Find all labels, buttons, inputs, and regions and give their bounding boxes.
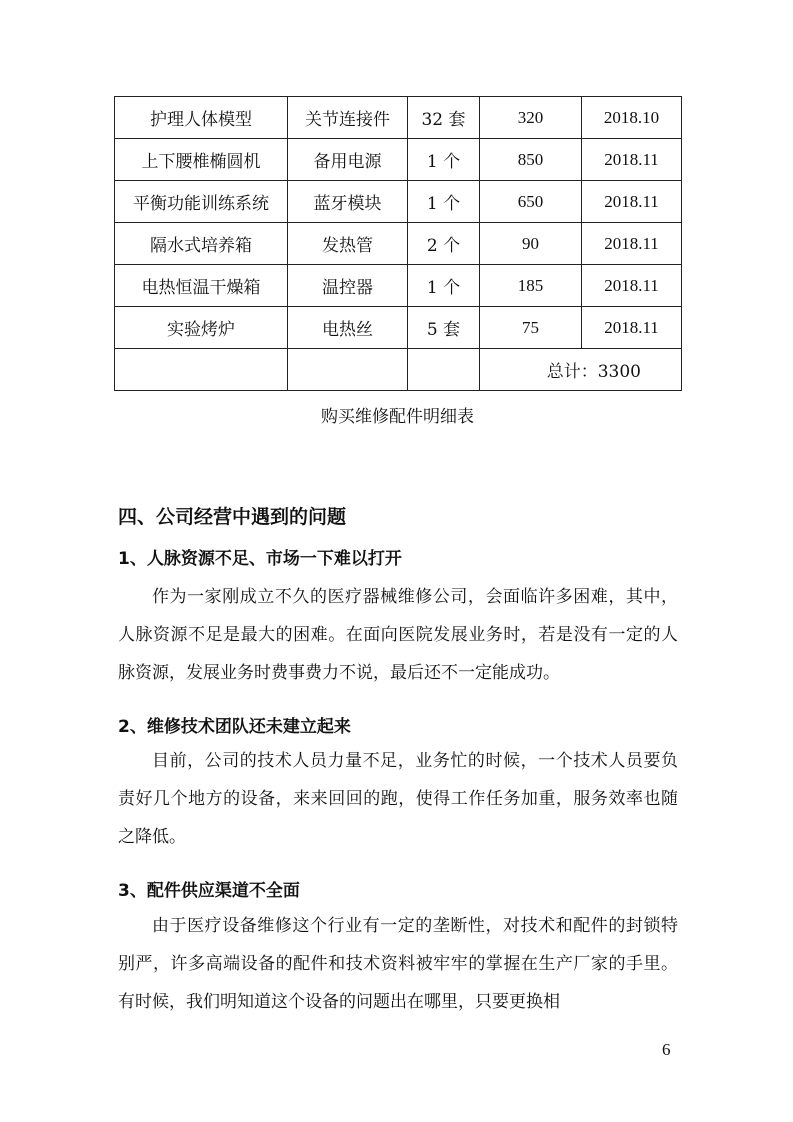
price-cell: 320	[480, 97, 582, 139]
date-cell: 2018.11	[582, 181, 682, 223]
table-row	[115, 181, 682, 223]
table-row	[115, 307, 682, 349]
table-row	[115, 265, 682, 307]
part-cell: 关节连接件	[288, 97, 408, 139]
equipment-cell: 实验烤炉	[115, 307, 288, 349]
table-row	[115, 97, 682, 139]
part-cell: 蓝牙模块	[288, 181, 408, 223]
equipment-cell: 护理人体模型	[115, 97, 288, 139]
table-caption: 购买维修配件明细表	[321, 407, 474, 427]
price-cell: 850	[480, 139, 582, 181]
empty-cell	[115, 349, 288, 391]
subsection-heading-3: 3、配件供应渠道不全面	[118, 881, 300, 901]
part-cell: 发热管	[288, 223, 408, 265]
quantity-cell: 2 个	[408, 223, 480, 265]
table-row	[115, 139, 682, 181]
paragraph-1: 作为一家刚成立不久的医疗器械维修公司，会面临许多困难，其中，人脉资源不足是最大的困难。在面向医院发展业务时，若是没有一定的人脉资源，发展业务时费事费力不说，最后还不一定能成功。	[118, 587, 678, 683]
date-cell: 2018.11	[582, 223, 682, 265]
price-cell: 90	[480, 223, 582, 265]
part-cell: 温控器	[288, 265, 408, 307]
total-cell: 总计：3300	[480, 349, 682, 391]
date-cell: 2018.11	[582, 265, 682, 307]
date-cell: 2018.11	[582, 139, 682, 181]
price-cell: 650	[480, 181, 582, 223]
quantity-cell: 1 个	[408, 139, 480, 181]
page-number: 6	[662, 1040, 671, 1059]
parts-table	[114, 96, 682, 391]
paragraph-3: 由于医疗设备维修这个行业有一定的垄断性，对技术和配件的封锁特别严，许多高端设备的配件和技术资料被牢牢的掌握在生产厂家的手里。有时候，我们明知道这个设备的问题出在哪里，只要更换相	[118, 916, 678, 1012]
price-cell: 185	[480, 265, 582, 307]
paragraph-2: 目前，公司的技术人员力量不足，业务忙的时候，一个技术人员要负责好几个地方的设备，来来回回的跑，使得工作任务加重，服务效率也随之降低。	[118, 751, 678, 847]
total-row	[115, 349, 682, 391]
subsection-heading-2: 2、维修技术团队还未建立起来	[118, 717, 351, 737]
equipment-cell: 平衡功能训练系统	[115, 181, 288, 223]
date-cell: 2018.10	[582, 97, 682, 139]
equipment-cell: 隔水式培养箱	[115, 223, 288, 265]
subsection-heading-1: 1、人脉资源不足、市场一下难以打开	[118, 549, 402, 569]
quantity-cell: 32 套	[408, 97, 480, 139]
empty-cell	[408, 349, 480, 391]
quantity-cell: 5 套	[408, 307, 480, 349]
quantity-cell: 1 个	[408, 181, 480, 223]
equipment-cell: 电热恒温干燥箱	[115, 265, 288, 307]
part-cell: 电热丝	[288, 307, 408, 349]
part-cell: 备用电源	[288, 139, 408, 181]
empty-cell	[288, 349, 408, 391]
section-heading: 四、公司经营中遇到的问题	[118, 506, 347, 528]
date-cell: 2018.11	[582, 307, 682, 349]
price-cell: 75	[480, 307, 582, 349]
quantity-cell: 1 个	[408, 265, 480, 307]
equipment-cell: 上下腰椎椭圆机	[115, 139, 288, 181]
table-row	[115, 223, 682, 265]
